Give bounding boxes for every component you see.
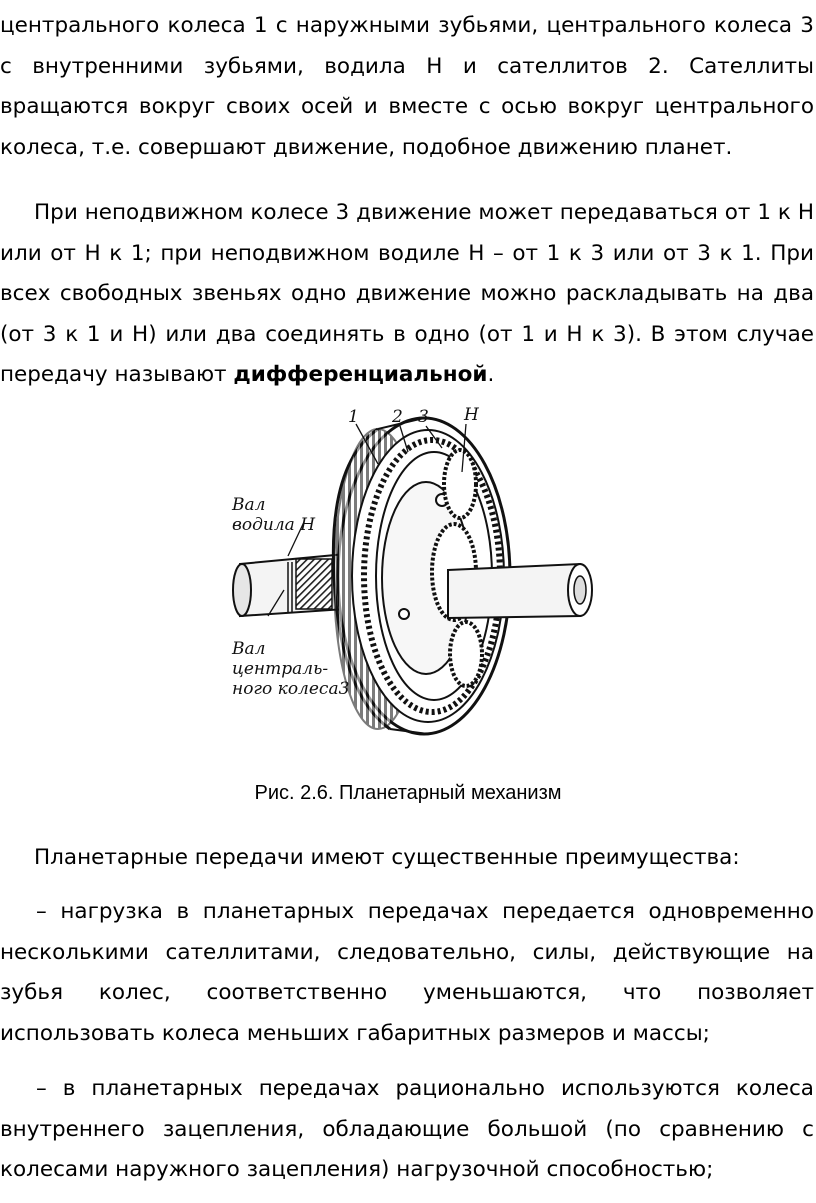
list-item-load-distribution (0, 892, 814, 1054)
paragraph-intro-continuation: центрального колеса 1 с наружными зубьями, центрального колеса 3 с внутренними зубьями, водила Н и сателлитов 2. Сателлиты вращаются вокруг своих осей и вместе с осью вокруг центрального колеса, т.е. совершают движение, подобное движению планет. (0, 13, 814, 160)
carrier-shaft (233, 554, 346, 616)
label-1: 1 (348, 407, 359, 427)
central-wheel-shaft (448, 564, 592, 618)
term-differential: дифференциальной (233, 362, 488, 387)
label-H: Н (464, 405, 479, 425)
label-central-shaft-3: ного колеса3 (232, 679, 350, 699)
label-central-shaft-1: Вал (232, 639, 266, 659)
label-central-shaft-2: централь- (232, 659, 329, 679)
paragraph-differential-end: . (487, 362, 495, 387)
list-marker: – (36, 899, 47, 924)
list-item-internal-gearing (0, 1069, 814, 1191)
planetary-mechanism-drawing (228, 404, 604, 756)
label-carrier-shaft-2: водила Н (232, 515, 316, 535)
list-marker: – (36, 1076, 47, 1101)
label-3: 3 (418, 407, 429, 427)
list-item-text: в планетарных передачах рационально используются колеса внутреннего зацепления, обладающие большой (по сравнению с колесами наружного зацепления) нагрузочной способностью; (0, 1076, 814, 1182)
advantages-intro-text: Планетарные передачи имеют существенные преимущества: (34, 845, 740, 870)
paragraph-differential-text: При неподвижном колесе 3 движение может передаваться от 1 к Н или от Н к 1; при неподвижном водиле Н – от 1 к 3 или от 3 к 1. При всех свободных звеньях одно движение можно раскладывать на два (от 3 к 1 и Н) или два соединять в одно (от 1 и Н к 3). В этом случае передачу называют (0, 200, 814, 387)
figure-caption: Рис. 2.6. Планетарный механизм (254, 782, 562, 804)
list-item-text: нагрузка в планетарных передачах передается одновременно несколькими сателлитами, следовательно, силы, действующие на зубья колес, соответственно уменьшаются, что позволяет использовать колеса меньших габаритных размеров и массы; (0, 899, 814, 1046)
label-2: 2 (392, 407, 403, 427)
paragraph-advantages-intro (0, 838, 814, 879)
paragraph-differential (0, 193, 814, 396)
planetary-mechanism-figure (228, 404, 604, 756)
label-carrier-shaft-1: Вал (232, 495, 266, 515)
